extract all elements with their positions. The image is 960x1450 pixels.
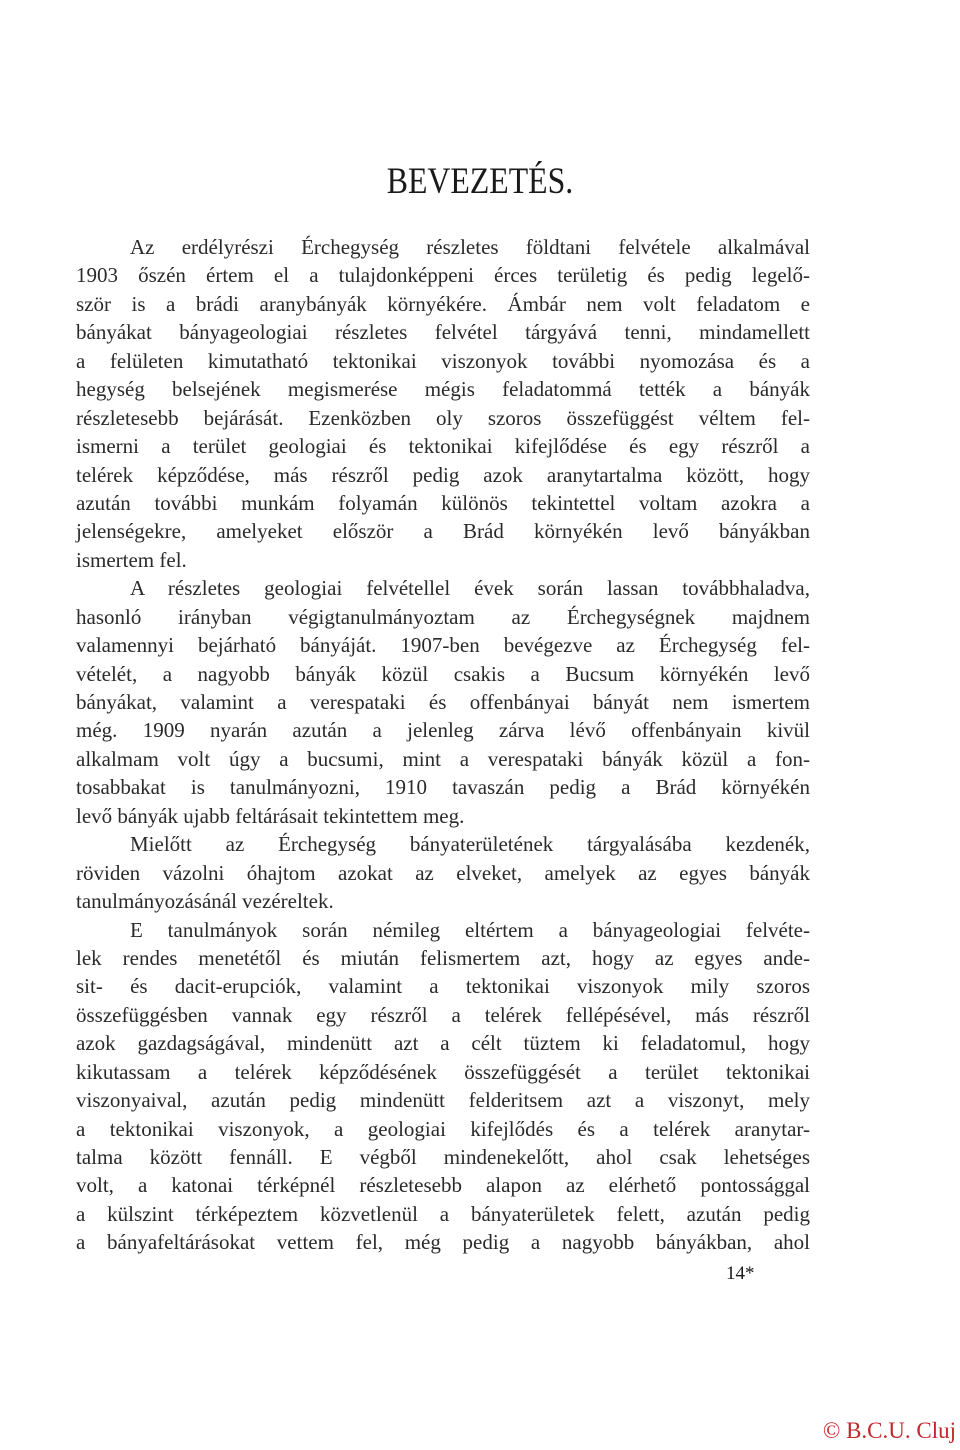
text-line: ismertem fel.: [76, 547, 187, 572]
text-line: talma között fennáll. E végből mindenekelőtt, ahol csak lehetséges: [76, 1145, 810, 1169]
text-line: A részletes geologiai felvétellel évek során lassan továbbhaladva,: [130, 576, 810, 601]
text-line: ismerni a terület geologiai és tektonikai kifejlődése és egy részről a: [76, 434, 810, 459]
text-line: a tektonikai viszonyok, a geologiai kifejlődés és a telérek aranytar-: [76, 1116, 810, 1141]
text-line: azután további munkám folyamán különös tekintettel voltam azokra a: [76, 490, 810, 515]
text-line: volt, a katonai térképnél részletesebb alapon az elérhető pontossággal: [76, 1173, 810, 1198]
text-line: vételét, a nagyobb bányák közül csakis a Bucsum környékén levő: [76, 661, 810, 686]
page-title: BEVEZETÉS.: [386, 161, 574, 202]
text-line: hasonló irányban végigtanulmányoztam az Érchegységnek majdnem: [76, 604, 810, 629]
text-line: összefüggésben vannak egy részről a telérek fellépésével, más részről: [76, 1002, 810, 1027]
text-line: jelenségekre, amelyeket először a Brád környékén levő bányákban: [76, 519, 810, 544]
text-line: kikutassam a telérek képződésének összefüggését a terület tektonikai: [76, 1059, 810, 1084]
text-line: Mielőtt az Érchegység bányaterületének tárgyalásába kezdenék,: [130, 832, 810, 857]
text-line: telérek képződése, más részről pedig azok aranytartalma között, hogy: [76, 462, 810, 487]
text-line: E tanulmányok során némileg eltértem a bányageologiai felvéte-: [130, 917, 810, 942]
text-line: bányákat bányageologiai részletes felvétel tárgyává tenni, mindamellett: [76, 320, 810, 345]
text-line: a bányafeltárásokat vettem fel, még pedig a nagyobb bányákban, ahol: [76, 1230, 810, 1255]
text-line: lek rendes menetétől és miután felismertem azt, hogy az egyes ande-: [76, 945, 810, 970]
text-line: röviden vázolni óhajtom azokat az elveket, amelyek az egyes bányák: [76, 860, 810, 885]
text-line: azok gazdagságával, mindenütt azt a célt tüztem ki feladatomul, hogy: [76, 1031, 810, 1056]
text-line: tosabbakat is tanulmányozni, 1910 tavaszán pedig a Brád környékén: [76, 775, 810, 800]
text-line: viszonyaival, azután pedig mindenütt felderitsem azt a viszonyt, mely: [76, 1088, 810, 1113]
text-line: levő bányák ujabb feltárásait tekintettem meg.: [76, 803, 465, 828]
page-number: 14*: [726, 1263, 755, 1284]
text-line: bányákat, valamint a verespataki és offenbányai bányát nem ismertem: [76, 690, 810, 714]
text-line: 1903 őszén értem el a tulajdonképpeni érces területig és pedig legelő-: [76, 263, 810, 288]
text-line: alkalmam volt úgy a bucsumi, mint a verespataki bányák közül a fon-: [76, 746, 810, 771]
text-line: ször is a brádi aranybányák környékére. Ámbár nem volt feladatom e: [76, 291, 810, 316]
body-text: [76, 233, 810, 1257]
text-line: még. 1909 nyarán azután a jelenleg zárva lévő offenbányain kivül: [76, 718, 810, 743]
text-line: a felületen kimutatható tektonikai viszonyok további nyomozása és a: [76, 348, 810, 373]
copyright-watermark: © B.C.U. Cluj: [822, 1418, 956, 1443]
text-line: a külszint térképeztem közvetlenül a bányaterületek felett, azután pedig: [76, 1201, 810, 1226]
text-line: részletesebb bejárását. Ezenközben oly szoros összefüggést véltem fel-: [76, 405, 810, 430]
text-line: hegység belsejének megismerése mégis feladatommá tették a bányák: [76, 377, 810, 402]
text-line: Az erdélyrészi Érchegység részletes földtani felvétele alkalmával: [130, 235, 810, 259]
text-line: sit- és dacit-erupciók, valamint a tektonikai viszonyok mily szoros: [76, 974, 810, 999]
text-line: valamennyi bejárható bányáját. 1907-ben bevégezve az Érchegység fel-: [76, 633, 810, 658]
text-line: tanulmányozásánál vezéreltek.: [76, 889, 334, 914]
